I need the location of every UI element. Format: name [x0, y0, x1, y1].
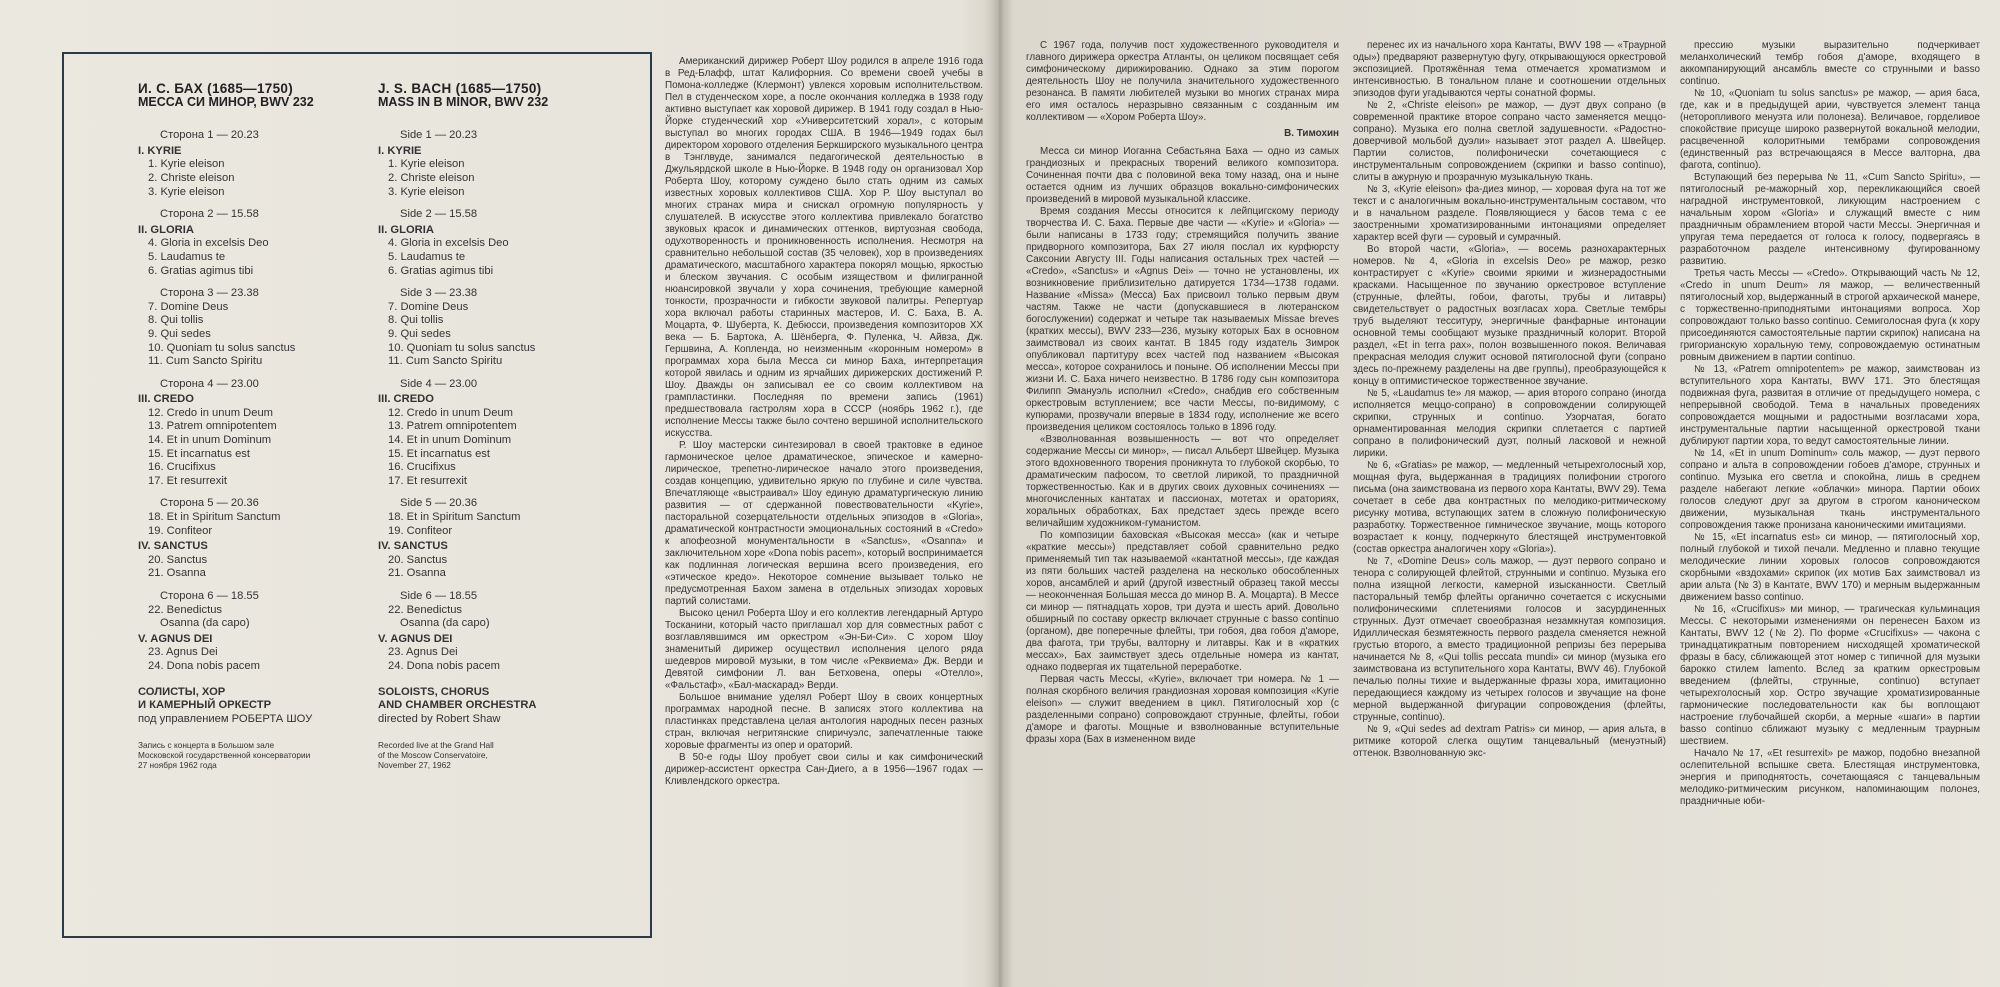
- track-item: 15. Et incarnatus est: [388, 447, 490, 460]
- paragraph: № 10, «Quoniam tu solus sanctus» ре мажор, — ария баса, где, как и в предыдущей арии, чувствуется элемент танца (неторопливого менуэта или полонеза). Величавое, горделивое спокойствие присуще широко развернутой вокальной мелодии, расцвеченной колоритными тембрами сопровождения (единственный раз встречающаяся в Мессе валторна, два фагота, continuo).: [1680, 88, 1980, 171]
- recording-line: Московской государственной консерватории: [138, 750, 311, 761]
- paragraph: Первая часть Мессы, «Kyrie», включает три номера. № 1 — полная скорбного величия грандиозная хоровая композиция «Kyrie eleison» — служит введением в цикл. Пятиголосный хор (с разделенными сопрано) сопровождают струнные, флейты, гобои д'аморе и фаготы. Мощные и взволнованные вступительные фразы хора (Бах в измененном виде: [1026, 674, 1339, 745]
- paragraph: Высоко ценил Роберта Шоу и его коллектив легендарный Артуро Тосканини, который часто приглашал хор для совместных работ с возглавлявшимся им оркестром «Эн-Би-Си». С хором Шоу знаменитый дирижер осуществил исполнения целого ряда шедевров мировой музыки, в том числе «Реквиема» Дж. Верди и Девятой симфонии Л. ван Бетховена, оперы «Отелло», «Фальстаф», «Бал-маскарад» Верди.: [665, 608, 983, 691]
- side-heading: Side 1 — 20.23: [400, 129, 478, 142]
- english-track-list: [378, 82, 598, 770]
- center-fold: [985, 0, 1015, 987]
- track-item: 15. Et incarnatus est: [148, 447, 250, 460]
- paragraph: Во второй части, «Gloria», — восемь разнохарактерных номеров. № 4, «Gloria in excelsis Deo» ре мажор, резко контрастирует с «Kyrie» своими яркими и жизнерадостными красками. Насыщенное по звучанию оркестровое вступление (струнные, флейты, гобои, фаготы, трубы и литавры) свидетельствует о радостных возгласах хора. Светлые тембры труб выделяют тесситуру, энергичные фанфарные интонации основной темы сообщают музыке праздничный колорит. Второй раздел, «Et in terra pax», полон возвышенного покоя. Величавая прекрасная мелодия служит основой пятиголосной фуги (сопрано здесь по-прежнему разделены на две группы), преобразующейся к концу в оптимистическое торжественное звучание.: [1353, 244, 1666, 387]
- section-heading: III. CREDO: [138, 393, 194, 406]
- track-item: 22. Benedictus: [388, 603, 463, 616]
- author-signature: В. Тимохин: [1284, 128, 1339, 139]
- credit-line: SOLOISTS, CHORUS: [378, 685, 490, 698]
- side-heading: Сторона 1 — 20.23: [160, 129, 259, 142]
- text-column-4: [1680, 40, 1980, 955]
- paragraph: Третья часть Мессы — «Credo». Открывающий часть № 12, «Credo in unum Deum» ля мажор, — величественный пятиголосный хор, выдержанный в строгой архаической манере, с торжественно-приподнятыми интонациями вопроса. Хор сопровождают только basso continuo. Семиголосная фуга (к хору присоединяются самостоятельные партии скрипок) написана на григорианскую хоральную тему, сопровождаемую остинатным ровным движением в партии continuo.: [1680, 268, 1980, 363]
- track-item: 8. Qui tollis: [388, 314, 444, 327]
- composer-heading: J. S. BACH (1685—1750): [378, 81, 542, 96]
- track-item: 24. Dona nobis pacem: [388, 659, 500, 672]
- recording-line: Recorded live at the Grand Hall: [378, 740, 494, 751]
- paragraph: Время создания Мессы относится к лейпцигскому периоду творчества И. С. Баха. Первые две части — «Kyrie» и «Gloria» — были написаны в 1733 году; стремящийся получить звание придворного композитора, Бах 27 июля послал их курфюрсту Саксонии Августу III. Годы написания остальных трех частей — «Credo», «Sanctus» и «Agnus Dei» — точно не установлены, их возникновение приблизительно датируется 1734—1738 годами. Название «Missa» (Месса) Бах присвоил только первым двум частям. Также не части (допускавшиеся в лютеранском богослужении) содержат и четыре так называемых Missae breves (кратких мессы), BWV 233—236, музыку которых Бах в основном заимствовал из своих кантат. В 1845 году издатель Зимрок опубликовал партитуру всех частей под названием «Высокая месса», которое сохранилось и поныне. Об исполнении Мессы при жизни И. С. Баха ничего неизвестно. В 1786 году сын композитора Филипп Эмануэль исполнил «Credo», снабдив его собственным оркестровым вступлением; все части Мессы, по-видимому, с купюрами, прозвучали впервые в 1834 году, исполнение же всего произведения целиком состоялось только в 1896 году.: [1026, 206, 1339, 433]
- track-item: 16. Crucifixus: [388, 461, 456, 474]
- paragraph: № 9, «Qui sedes ad dextram Patris» си минор, — ария альта, в ритмике которой слегка ощутим танцевальный (менуэтный) оттенок. Взволнованную экс-: [1353, 724, 1666, 759]
- side-heading: Side 2 — 15.58: [400, 208, 478, 221]
- section-heading: I. KYRIE: [138, 144, 182, 157]
- track-item: 19. Confiteor: [148, 524, 213, 537]
- recording-note: [378, 740, 598, 770]
- text-column-1: [665, 56, 983, 961]
- track-item: 21. Osanna: [148, 567, 206, 580]
- track-item: 4. Gloria in excelsis Deo: [388, 237, 509, 250]
- credit-line: И КАМЕРНЫЙ ОРКЕСТР: [138, 699, 272, 712]
- track-item: 14. Et in unum Dominum: [148, 434, 272, 447]
- track-item: 2. Christe eleison: [388, 171, 475, 184]
- paragraph: Месса си минор Иоганна Себастьяна Баха — одно из самых грандиозных и прекрасных творений великого композитора. Сочиненная почти два с половиной века тому назад, она и ныне остается одним из лучших образцов вокально-симфонических произведений в мировой музыкальной классике.: [1026, 146, 1339, 205]
- track-item: 7. Domine Deus: [388, 300, 469, 313]
- track-item: 23. Agnus Dei: [388, 646, 458, 659]
- recording-note: [138, 740, 363, 770]
- paragraph: прессию музыки выразительно подчеркивает меланхолический тембр гобоя д'аморе, входящего в аккомпанирующий ансамбль вместе со струнными и basso continuo.: [1680, 40, 1980, 87]
- track-item: 24. Dona nobis pacem: [148, 659, 260, 672]
- paragraph: № 14, «Et in unum Dominum» соль мажор, — дуэт первого сопрано и альта в сопровождении гобоев д'аморе, струнных и continuo. Музыка его светла и спокойна, лишь в среднем разделе набегают легкие «облачки» минора. Партии обоих голосов следуют друг за другом в строгом каноническом движении, музыкальная ткань инструментального сопровождения также пронизана каноническими имитациями.: [1680, 448, 1980, 531]
- paragraph: Начало № 17, «Et resurrexit» ре мажор, подобно внезапной ослепительной вспышке света. Блестящая инструментовка, энергия и приподнятость, сочетающаяся с танцевальным мелодико-ритмическим рисунком, напоминающим полонез, праздничные юби-: [1680, 748, 1980, 807]
- track-item: 21. Osanna: [388, 567, 446, 580]
- section-heading: IV. SANCTUS: [138, 540, 208, 553]
- work-title: MASS IN B MINOR, BWV 232: [378, 94, 549, 109]
- track-item: 10. Quoniam tu solus sanctus: [388, 341, 536, 354]
- paragraph: В 50-е годы Шоу пробует свои силы и как симфонический дирижер-ассистент оркестра Сан-Диего, а в 1956—1967 годах — Кливлендского оркестра.: [665, 752, 983, 787]
- track-item: Osanna (da capo): [400, 617, 490, 630]
- track-item: 10. Quoniam tu solus sanctus: [148, 341, 296, 354]
- track-item: 17. Et resurrexit: [388, 474, 467, 487]
- track-item: 20. Sanctus: [388, 553, 448, 566]
- credit-line: AND CHAMBER ORCHESTRA: [378, 699, 537, 712]
- work-title: МЕССА СИ МИНОР, BWV 232: [138, 94, 314, 109]
- track-item: 18. Et in Spiritum Sanctum: [148, 511, 281, 524]
- track-item: 5. Laudamus te: [148, 250, 226, 263]
- side-heading: Сторона 2 — 15.58: [160, 208, 259, 221]
- track-item: 11. Cum Sancto Spiritu: [388, 355, 503, 368]
- side-heading: Сторона 4 — 23.00: [160, 377, 259, 390]
- credit-line: directed by Robert Shaw: [378, 712, 501, 725]
- track-item: 12. Credo in unum Deum: [388, 406, 513, 419]
- credit-line: под управлением РОБЕРТА ШОУ: [138, 712, 313, 725]
- track-item: 6. Gratias agimus tibi: [388, 264, 494, 277]
- track-item: 23. Agnus Dei: [148, 646, 218, 659]
- track-item: 7. Domine Deus: [148, 300, 229, 313]
- track-item: 4. Gloria in excelsis Deo: [148, 237, 269, 250]
- track-item: 1. Kyrie eleison: [148, 158, 225, 171]
- track-item: 11. Cum Sancto Spiritu: [148, 355, 263, 368]
- side-heading: Сторона 3 — 23.38: [160, 287, 259, 300]
- track-item: 18. Et in Spiritum Sanctum: [388, 511, 521, 524]
- section-heading: IV. SANCTUS: [378, 540, 448, 553]
- text-column-3: [1353, 40, 1666, 955]
- paragraph: № 5, «Laudamus te» ля мажор, — ария второго сопрано (иногда исполняется меццо-сопрано) в сопровождении солирующей скрипки, струнных и continuo. Узорчатая, богато орнаментированная мелодия скрипки сплетается с партией сопрано в полифонический дуэт, полный ласковой и нежной лирики.: [1353, 388, 1666, 459]
- text-column-2: [1026, 40, 1339, 955]
- recording-line: Запись с концерта в Большом зале: [138, 740, 275, 751]
- section-heading: I. KYRIE: [378, 144, 422, 157]
- paragraph: Американский дирижер Роберт Шоу родился в апреле 1916 года в Ред-Блафф, штат Калифорния. Со времени своей учебы в Помона-колледже (Клермонт) увлекся хоровым исполнительством. Пел в студенческом хоре, а после окончания колледжа в 1938 году активно выступает как хоровой дирижер. В 1941 году создал в Нью-Йорке студенческий хор «Университетский хорал», с которым выступал во многих городах США. В 1946—1949 годах был директором хорового отделения Беркширского музыкального центра в Тэнглвуде, занимался педагогической деятельностью в Джульярдской школе в Нью-Йорке. В 1948 году он организовал Хор Роберта Шоу, которому суждено было стать одним из самых известных хоровых коллективов США. Хор Р. Шоу выступал во многих странах мира и снискал огромную популярность у слушателей. В искусстве этого коллектива привлекало богатство звуковых красок и динамических оттенков, виртуозная свобода, одухотворенность и проникновенность исполнения. Несмотря на сравнительно небольшой состав (35 человек), хор в произведениях драматического, масштабного характера покорял мощью, яркостью и блеском звучания. С особым изяществом и филигранной нюансировкой звучали у хора сочинения, требующие камерной тонкости, прозрачности и гибкости звуковой палитры. Репертуар хора включал работы старинных мастеров, И. С. Баха, В. А. Моцарта, Ф. Шуберта, К. Дебюсси, произведения композиторов XX века — Б. Бартока, А. Шёнберга, Ф. Пуленка, Ч. Айвза, Дж. Гершвина, А. Копленда, но неизменным «коронным номером» в программах хора была Месса си минор Баха, интерпретация которой явилась и одним из ярчайших дирижерских достижений Р. Шоу. Дважды он записывал ее со своим коллективом на грампластинки. Последняя по времени запись (1961) предшествовала гастролям хора в СССР (ноябрь 1962 г.), где исполнение Мессы также было сочтено вершиной исполнительского искусства.: [665, 56, 983, 439]
- paragraph: Р. Шоу мастерски синтезировал в своей трактовке в единое гармоническое целое драматическое, эпическое и камерно-лирическое, трепетно-лирическое начало этого произведения, создав концепцию, удивительно яркую по глубине и силе чувства. Впечатляюще «выстраивал» Шоу единую драматургическую линию развития — от сдержанной повествовательности «Kyrie», пасторальной созерцательности отдельных эпизодов в «Gloria», драматической контрастности эмоциональных состояний в «Credo» к апофеозной монументальности в «Sanctus», «Osanna» и заключительном хоре «Dona nobis pacem», который воспринимается как подлинная логическая вершина всего произведения, его «этическое кредо». Некоторое сомнение вызывает только не предусмотренная Бахом замена в отдельных эпизодах хоровых партий солистами.: [665, 440, 983, 607]
- track-item: 13. Patrem omnipotentem: [388, 420, 517, 433]
- paragraph: Вступающий без перерыва № 11, «Cum Sancto Spiritu», — пятиголосный ре-мажорный хор, перекликающийся своей наградной инструментовкой, ликующим настроением с начальным хором «Gloria» и служащий вместе с ним праздничным обрамлением второй части Мессы. Энергичная и упругая тема передается от голоса к голосу, подвергаясь в разработочном разделе интенсивному фугированному развитию.: [1680, 172, 1980, 267]
- paragraph: № 7, «Domine Deus» соль мажор, — дуэт первого сопрано и тенора с солирующей флейтой, струнными и continuo. Музыка его полна изящной легкости, камерной изысканности. Светлый пасторальный тембр флейты органично сочетается с искусными полифоническими сплетениями голосов и засурдиненных струнных. Дуэт отмечает своеобразная незамкнутая композиция. Идиллическая безмятежность первого раздела сменяется нежной грустью второго, а вместо традиционной репризы без перерыва начинается № 8, «Qui tollis peccata mundi» си минор (музыка его заимствована из вступительного хора Кантаты, BWV 46). Глубокой печалью полны тихие и выдержанные фразы хора, имитационно передающиеся каждому из четырех голосов и звучащие на фоне мерной выдержанной фигурации сопровождения (флейты, струнные, continuo).: [1353, 556, 1666, 723]
- section-heading: V. AGNUS DEI: [378, 632, 453, 645]
- section-heading: II. GLORIA: [378, 223, 434, 236]
- track-item: 17. Et resurrexit: [148, 474, 227, 487]
- side-heading: Сторона 6 — 18.55: [160, 590, 259, 602]
- side-heading: Side 6 — 18.55: [400, 590, 478, 602]
- paragraph: По композиции баховская «Высокая месса» (как и четыре «краткие мессы») представляет собой сравнительно редко применяемый тип так называемой «кантатной мессы», где каждая из пяти больших частей разделена на несколько обособленных хоров, ансамблей и арий (другой известный образец такой мессы — неоконченная Большая месса до минор В. А. Моцарта). В Мессе си минор — пятнадцать хоров, три дуэта и шесть арий. Довольно обширный по составу оркестр включает струнные с basso continuo (органом), две поперечные флейты, три гобоя, два гобоя д'аморе, два фагота, три трубы, валторну и литавры. Как и в «кратких мессах», Бах заимствует здесь отдельные номера из кантат, однако подвергая их тщательной переработке.: [1026, 530, 1339, 673]
- track-item: Osanna (da capo): [160, 617, 250, 630]
- section-heading: V. AGNUS DEI: [138, 632, 213, 645]
- recording-line: 27 ноября 1962 года: [138, 760, 217, 771]
- recording-line: November 27, 1962: [378, 760, 451, 771]
- track-item: 8. Qui tollis: [148, 314, 204, 327]
- credit-line: СОЛИСТЫ, ХОР: [138, 685, 226, 698]
- section-heading: II. GLORIA: [138, 223, 194, 236]
- paragraph: № 2, «Christe eleison» ре мажор, — дуэт двух сопрано (в современной практике второе сопрано часто заменяется меццо-сопрано). Музыка его полна светлой задушевности. «Радостно-доверчивой мольбой дуэли» называет этот раздел А. Швейцер. Партии солистов, полифонически сочетающиеся с инструментальным сопровождением (скрипки и basso continuo), слиты в ажурную и прозрачную музыкальную ткань.: [1353, 100, 1666, 183]
- performer-credits: [378, 686, 598, 727]
- section-heading: III. CREDO: [378, 393, 434, 406]
- track-item: 13. Patrem omnipotentem: [148, 420, 277, 433]
- track-item: 3. Kyrie eleison: [148, 185, 225, 198]
- paragraph: № 16, «Crucifixus» ми минор, — трагическая кульминация Мессы. С некоторыми изменениями он перенесен Бахом из Кантаты, BWV 12 (№ 2). По форме «Crucifixus» — чакона с тринадцатикратным повторением нисходящей хроматической фразы в басу, сближающей этот номер с типичной для музыки барокко стилем lamento. Вслед за кратким оркестровым введением (флейты, струнные, continuo) вступает четырехголосный хор. Остро звучащие хроматизированные гармонические последовательности как бы воплощают настроение глубочайшей скорби, а мерные «шаги» в партии basso continuo сближают музыку с медленным траурным шествием.: [1680, 604, 1980, 747]
- track-item: 12. Credo in unum Deum: [148, 406, 273, 419]
- composer-heading: И. С. БАХ (1685—1750): [138, 81, 294, 96]
- track-item: 16. Crucifixus: [148, 461, 216, 474]
- paragraph: № 15, «Et incarnatus est» си минор, — пятиголосный хор, полный глубокой и тихой печали. Медленно и плавно текущие мелодические линии хоровых голосов сопровождаются скорбными «вздохами» скрипок (их мотив Бах заимствовал из арии альта (№ 3) в Кантате, BWV 170) и мерным выдержанным движением basso continuo.: [1680, 532, 1980, 603]
- side-heading: Сторона 5 — 20.36: [160, 497, 259, 510]
- track-item: 9. Qui sedes: [148, 327, 211, 340]
- side-heading: Side 5 — 20.36: [400, 497, 478, 510]
- track-item: 22. Benedictus: [148, 603, 223, 616]
- track-item: 20. Sanctus: [148, 553, 208, 566]
- paragraph: № 3, «Kyrie eleison» фа-диез минор, — хоровая фуга на тот же текст и с аналогичным вокально-инструментальным составом, что и в начальном разделе. Появляющиеся у басов тема с ее заостренными хроматизированными интонациями определяет характер всей фуги — суровый и сумрачный.: [1353, 184, 1666, 243]
- performer-credits: [138, 686, 363, 727]
- paragraph: № 13, «Patrem omnipotentem» ре мажор, заимствован из вступительного хора Кантаты, BWV 171. Это блестящая подвижная фуга, развитая в отличие от предыдущего номера, с непрерывной свободой. Тема в начальных проведениях сопровождается мощными и радостными возгласами хора, инструментальные партии насыщенной оркестровой ткани дублируют партии хора, то ведут самостоятельные линии.: [1680, 364, 1980, 447]
- track-item: 6. Gratias agimus tibi: [148, 264, 254, 277]
- track-item: 9. Qui sedes: [388, 327, 451, 340]
- paragraph: Большое внимание уделял Роберт Шоу в своих концертных программах народной песне. В записях этого коллектива на пластинках представлена целая антология народных песен разных стран, включая негритянские спиричуэлс, запечатленные также хоровые фрагменты из опер и ораторий.: [665, 692, 983, 751]
- paragraph: № 6, «Gratias» ре мажор, — медленный четырехголосный хор, мощная фуга, выдержанная в традициях полифонии строгого письма (она заимствована из первого хора Кантаты, BWV 29). Тема сочетает в себе два контрастных по мелодико-ритмическому рисунку мотива, вступающих затем в сложную полифоническую разработку. Торжественное гимническое звучание, мощь которого возрастает к концу, подчеркнуто блестящей инструментовкой (состав оркестра аналогичен хору «Gloria»).: [1353, 460, 1666, 555]
- side-heading: Side 3 — 23.38: [400, 287, 478, 300]
- side-heading: Side 4 — 23.00: [400, 377, 478, 390]
- paragraph: С 1967 года, получив пост художественного руководителя и главного дирижера оркестра Атланты, он целиком посвящает себя симфоническому дирижированию. Однако за этим порогом деятельность Шоу не получила значительного художественного резонанса. В памяти любителей музыки во многих странах мира его имя осталось неразрывно связанным с созданным им коллективом — «Хором Роберта Шоу».: [1026, 40, 1339, 123]
- track-item: 19. Confiteor: [388, 524, 453, 537]
- russian-track-list: [138, 82, 363, 770]
- track-item: 1. Kyrie eleison: [388, 158, 465, 171]
- track-item: 2. Christe eleison: [148, 171, 235, 184]
- track-item: 3. Kyrie eleison: [388, 185, 465, 198]
- track-item: 14. Et in unum Dominum: [388, 434, 512, 447]
- paragraph: перенес их из начального хора Кантаты, BWV 198 — «Траурной оды») предваряют развернутую фугу, открывающуюся оркестровой экспозицией. Протяжённая тема отмечается хроматизмом и интенсивностью. В тональном плане и соотношении отдельных эпизодов фуги угадываются черты сонатной формы.: [1353, 40, 1666, 99]
- paragraph: «Взволнованная возвышенность — вот что определяет содержание Мессы си минор», — писал Альберт Швейцер. Музыка этого вдохновенного творения проникнута то глубокой скорбью, то драматическим пафосом, то светлой лирикой, то праздничной торжественностью. Как и в других своих духовных сочинениях — многочисленных кантатах и пассионах, мотетах и ораториях, хоральных обработках, Бах предстает здесь прежде всего величайшим художником-гуманистом.: [1026, 434, 1339, 529]
- track-item: 5. Laudamus te: [388, 250, 466, 263]
- recording-line: of the Moscow Conservatoire,: [378, 750, 488, 761]
